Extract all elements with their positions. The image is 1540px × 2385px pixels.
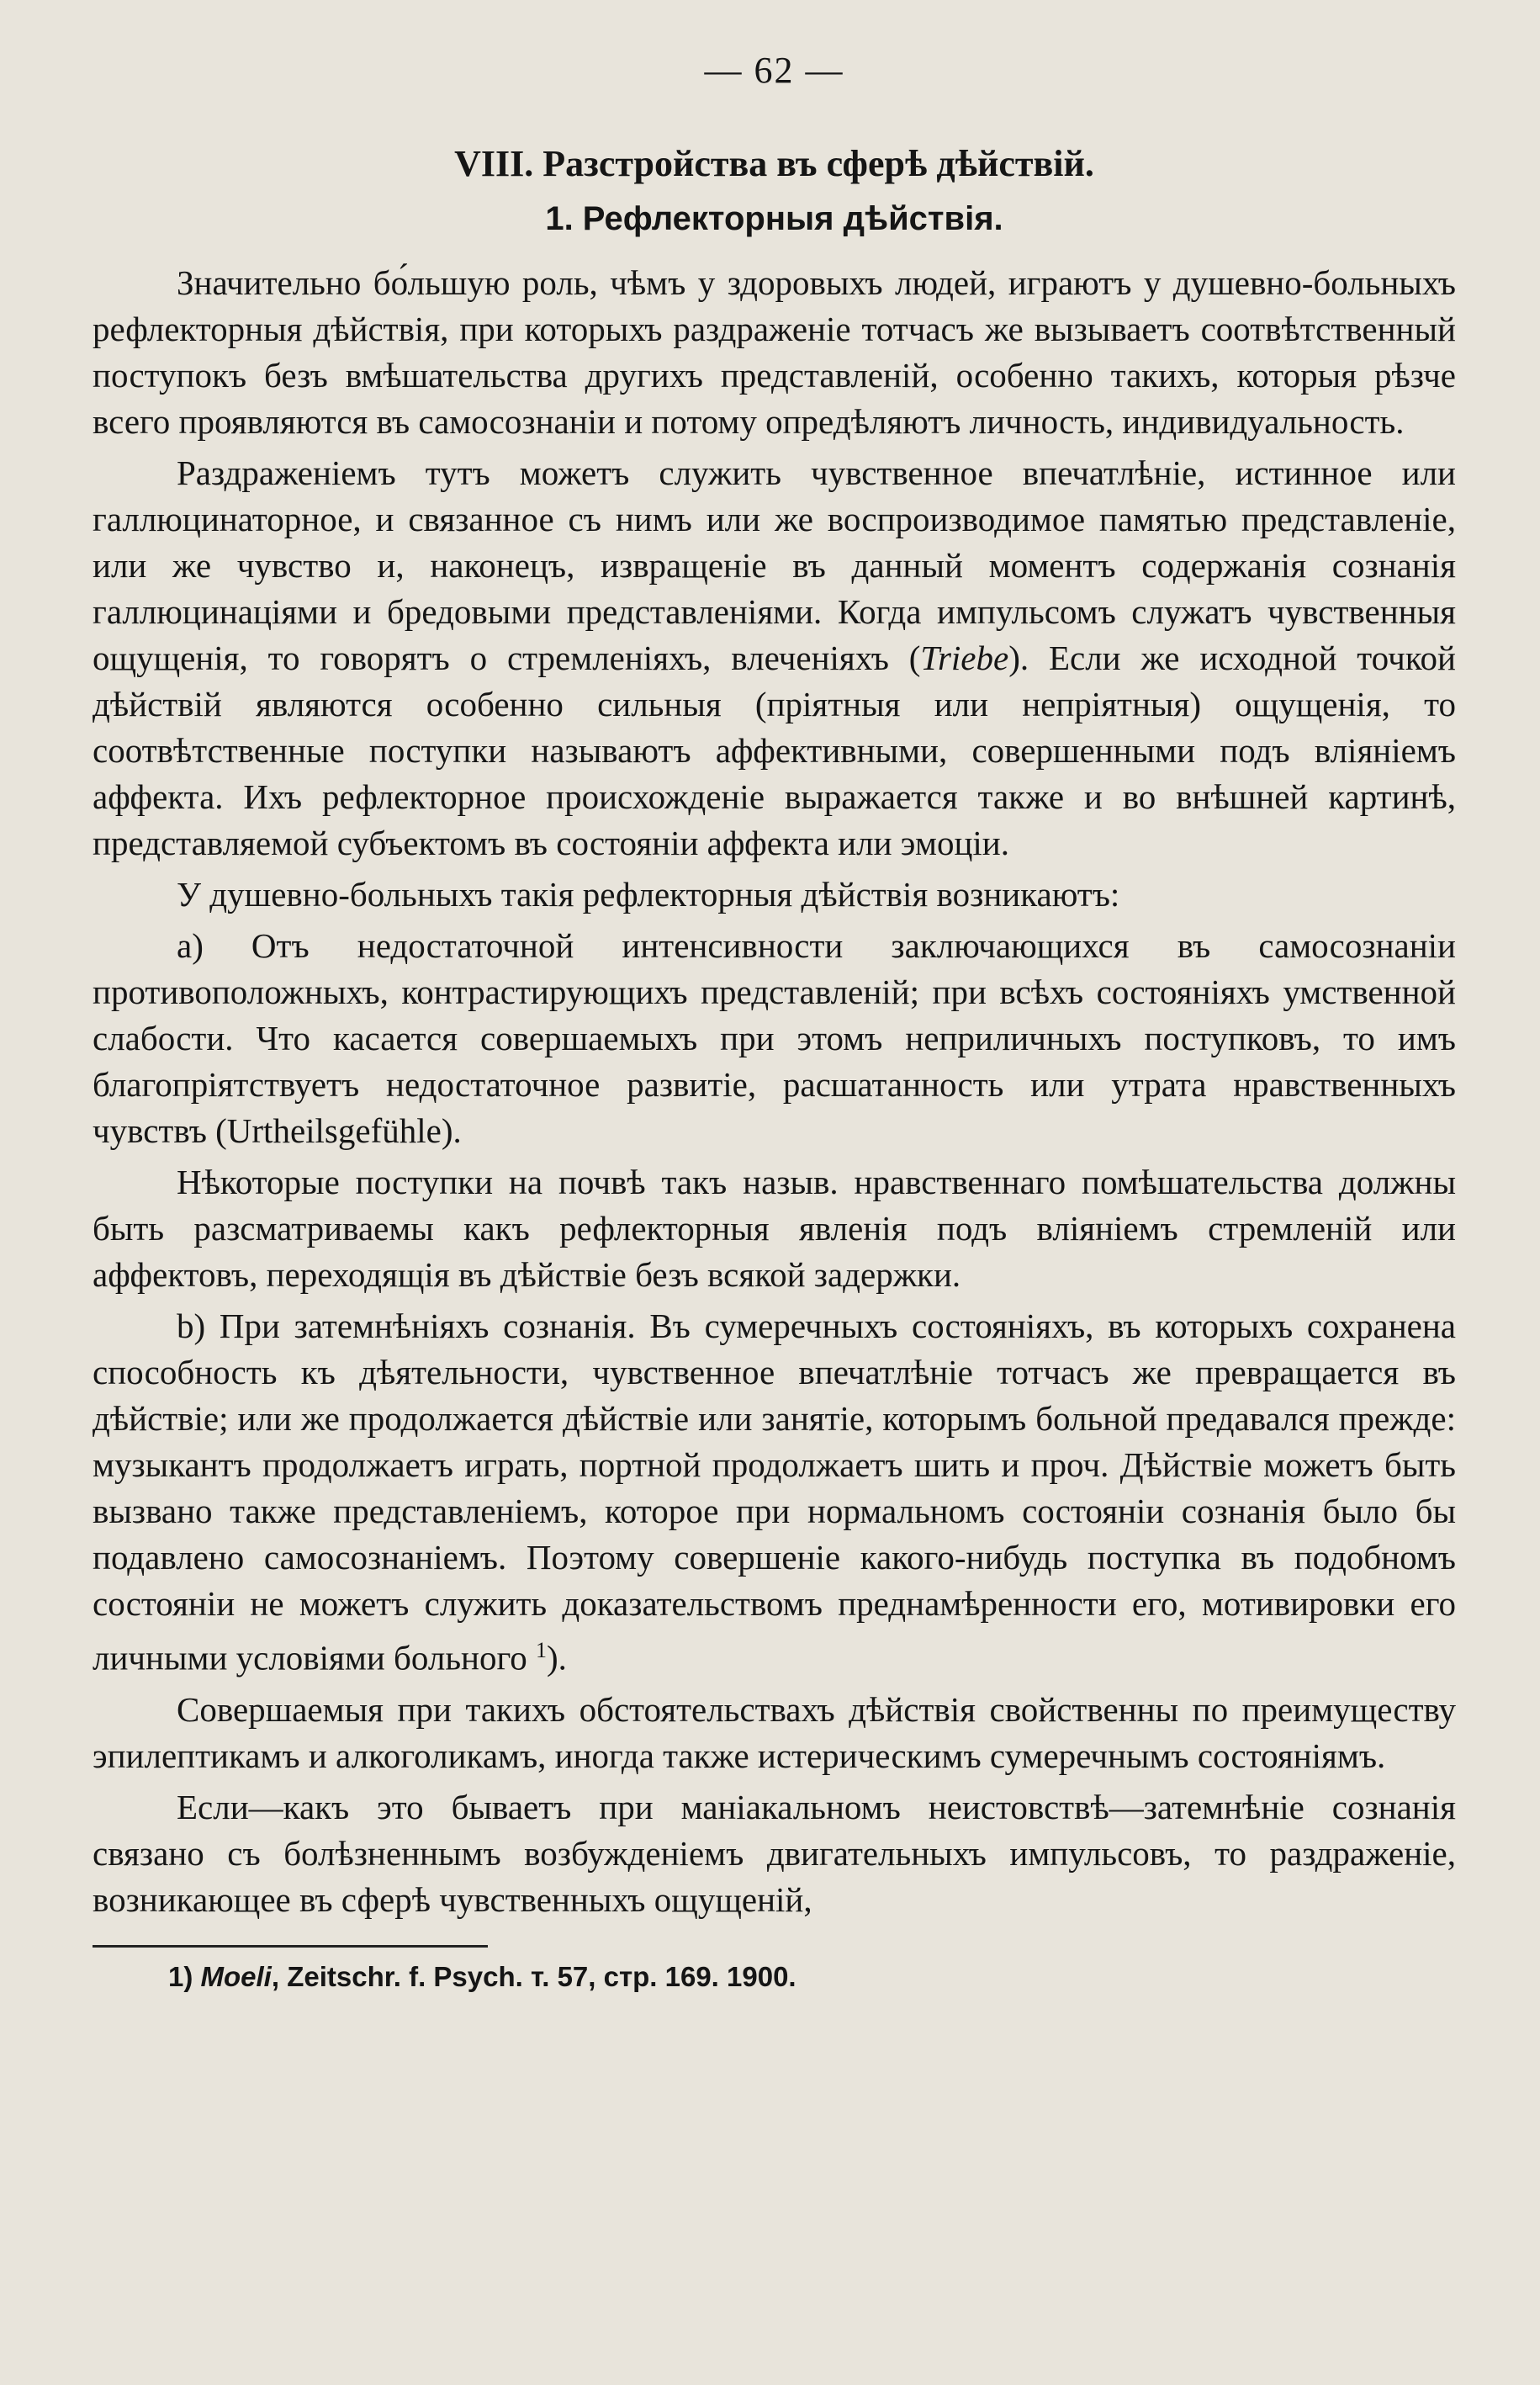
italic-term: Triebe	[920, 639, 1009, 677]
list-item-a: a) Отъ недостаточной интенсивности заключающихся въ самосознаніи противоположныхъ, контрастирующихъ представленій; при всѣхъ состояніяхъ умственной слабости. Что касается совершаемыхъ при этомъ неприличныхъ поступковъ, то имъ благопріятствуетъ недостаточное развитіе, расшатанность или утрата нравственныхъ чувствъ (Urtheilsgefühle).	[93, 926, 1456, 1150]
list-item-b	[93, 1303, 1456, 1682]
paragraph: Нѣкоторые поступки на почвѣ такъ назыв. нравственнаго помѣшательства должны быть разсматриваемы какъ рефлекторныя явленія подъ вліяніемъ стремленій или аффектовъ, переходящія въ дѣйствіе безъ всякой задержки.	[93, 1163, 1456, 1294]
section-title: 1. Рефлекторныя дѣйствія.	[545, 200, 1003, 237]
paragraph-text: ). Если же исходной точкой дѣйствій являются особенно сильныя (пріятныя или непріятныя) ощущенія, то соотвѣтственные поступки называютъ аффективными, совершенными подъ вліяніемъ аффекта. Ихъ рефлекторное происхожденіе выражается также и во внѣшней картинѣ, представляемой субъектомъ въ состояніи аффекта или эмоціи.	[93, 639, 1456, 862]
paragraph: У душевно-больныхъ такія рефлекторныя дѣйствія возникаютъ:	[177, 875, 1120, 914]
body-text	[93, 260, 1456, 1923]
paragraph: Раздраженіемъ тутъ можетъ служить чувственное впечатлѣніе, истинное или галлюцинаторное, и связанное съ нимъ или же воспроизводимое памятью представленіе, или же чувство и, наконецъ, извращеніе въ данный моментъ содержанія сознанія галлюцинаціями и бредовыми представленіями. Когда импульсомъ служатъ чувственныя ощущенія, то говорятъ о стремленіяхъ, влеченіяхъ (Triebe). Если же исходной точкой дѣйствій являются особенно сильныя (пріятныя или непріятныя) ощущенія, то соотвѣтственные поступки называютъ аффективными, совершенными подъ вліяніемъ аффекта. Ихъ рефлекторное происхожденіе выражается также и во внѣшней картинѣ, представляемой субъектомъ въ состояніи аффекта или эмоціи.	[93, 453, 1456, 862]
paragraph: Совершаемыя при такихъ обстоятельствахъ дѣйствія свойственны по преимуществу эпилептикамъ и алкоголикамъ, иногда также истерическимъ сумеречнымъ состояніямъ.	[93, 1689, 1456, 1775]
footnote-reference: 1	[536, 1638, 548, 1662]
footnote-text: , Zeitschr. f. Psych. т. 57, стр. 169. 1900.	[271, 1960, 796, 1992]
paragraph: Значительно бо́льшую роль, чѣмъ у здоровыхъ людей, играютъ у душевно-больныхъ рефлекторныя дѣйствія, при которыхъ раздраженіе тотчасъ же вызываетъ соотвѣтственный поступокъ безъ вмѣшательства другихъ представленій, особенно такихъ, которыя рѣзче всего проявляются въ самосознаніи и потому опредѣляютъ личность, индивидуальность.	[93, 263, 1456, 441]
paragraph-text: Раздраженіемъ тутъ можетъ служить чувственное впечатлѣніе, истинное или галлюцинаторное, и связанное съ нимъ или же воспроизводимое памятью представленіе, или же чувство и, наконецъ, извращеніе въ данный моментъ содержанія сознанія галлюцинаціями и бредовыми представленіями. Когда импульсомъ служатъ чувственныя ощущенія, то говорятъ о стремленіяхъ, влеченіяхъ	[93, 453, 1456, 677]
footnote-divider	[93, 1945, 488, 1948]
paragraph-text: ).	[547, 1638, 567, 1677]
chapter-title: VIII. Разстройства въ сферѣ дѣйствій.	[454, 143, 1094, 184]
footnote-author: Moeli	[200, 1960, 272, 1992]
paragraph-text: b) При затемнѣніяхъ сознанія. Въ сумеречныхъ состояніяхъ, въ которыхъ сохранена способность къ дѣятельности, чувственное впечатлѣніе тотчасъ же превращается въ дѣйствіе; или же продолжается дѣйствіе или занятіе, которымъ больной предавался прежде: музыкантъ продолжаетъ играть, портной продолжаетъ шить и проч. Дѣйствіе можетъ быть вызвано также представленіемъ, которое при нормальномъ состояніи сознанія было бы подавлено самосознаніемъ. Поэтому совершеніе какого-нибудь поступка въ подобномъ состояніи не можетъ служить доказательствомъ преднамѣренности его, мотивировки его личными условіями больного	[93, 1306, 1456, 1677]
footnote-marker: 1)	[168, 1960, 193, 1992]
page-number: — 62 —	[704, 50, 844, 91]
footnote	[93, 1959, 1456, 1995]
paragraph: Если—какъ это бываетъ при маніакальномъ неистовствѣ—затемнѣніе сознанія связано съ болѣзненнымъ возбужденіемъ двигательныхъ импульсовъ, то раздраженіе, возникающее въ сферѣ чувственныхъ ощущеній,	[93, 1787, 1456, 1919]
